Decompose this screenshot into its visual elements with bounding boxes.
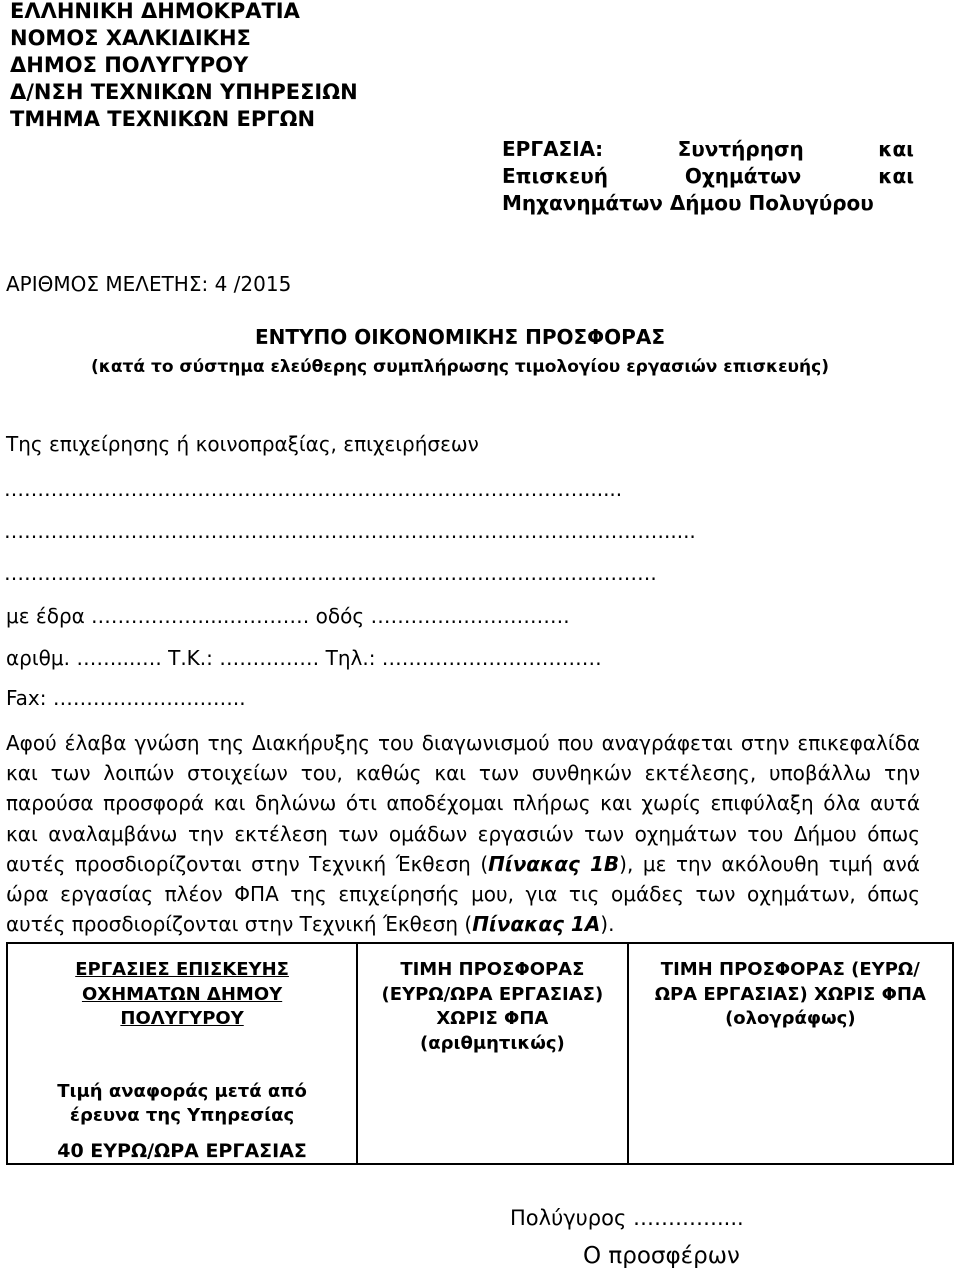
signer-label: Ο προσφέρων <box>583 1243 740 1269</box>
study-number: ΑΡΙΘΜΟΣ ΜΕΛΕΤΗΣ: 4 /2015 <box>6 272 292 296</box>
form-subtitle: (κατά το σύστημα ελεύθερης συμπλήρωσης τιμολογίου εργασιών επισκευής) <box>91 357 829 377</box>
fax-line: Fax: ……………………….. <box>6 686 246 710</box>
table-reference-1b: Πίνακας 1Β <box>488 851 620 876</box>
number-line: αριθμ. ……...…. Τ.Κ.: …………… Τηλ.: …………………………… <box>6 646 602 670</box>
work-word: Οχημάτων <box>684 164 802 188</box>
seat-line: με έδρα .…………….....………… οδός …………..……………. <box>6 604 570 628</box>
header-line-1: ΕΛΛΗΝΙΚΗ ΔΗΜΟΚΡΑΤΙΑ <box>10 0 300 23</box>
work-word: και <box>878 164 914 188</box>
paragraph-text: ), με την ακόλουθη τιμή ανά ώρα εργασίας πλέον ΦΠΑ της επιχείρησής μου, για τις ομάδες των οχημάτων, όπως αυτές προσδιορίζονται στην Τεχνική Έκθεση ( <box>6 851 920 937</box>
declaration-paragraph <box>6 728 920 939</box>
work-word: Συντήρηση <box>677 137 804 161</box>
col2-header: ΤΙΜΗ ΠΡΟΣΦΟΡΑΣ (ΕΥΡΩ/ΩΡΑ ΕΡΓΑΣΙΑΣ) ΧΩΡΙΣ ΦΠΑ (αριθμητικώς) <box>381 959 604 1054</box>
work-category-cell <box>7 943 357 1164</box>
header-line-3: ΔΗΜΟΣ ΠΟΛΥΓΥΡΟΥ <box>10 53 249 77</box>
numeric-price-cell[interactable] <box>357 943 627 1164</box>
col3-header: ΤΙΜΗ ΠΡΟΣΦΟΡΑΣ (ΕΥΡΩ/ΩΡΑ ΕΡΓΑΣΙΑΣ) ΧΩΡΙΣ ΦΠΑ (ολογράφως) <box>654 959 926 1029</box>
paragraph-text: ). <box>600 912 615 937</box>
header-line-4: Δ/ΝΣΗ ΤΕΧΝΙΚΩΝ ΥΠΗΡΕΣΙΩΝ <box>10 80 358 104</box>
place-date-line: Πολύγυρος ………….... <box>510 1206 744 1230</box>
paragraph-text: Αφού έλαβα γνώση της Διακήρυξης του διαγωνισμού που αναγράφεται στην επικεφαλίδα και των λοιπών στοιχείων του, καθώς και των συνθηκών εκτέλεσης, υποβάλλω την παρούσα προσφορά και δηλώνω ότι αποδέχομαι πλήρως και χωρίς επιφύλαξη όλα αυτά και αναλαμβάνω την εκτέλεση των ομάδων εργασιών των οχημάτων του Δήμου όπως αυτές προσδιορίζονται στην Τεχνική Έκθεση ( <box>6 731 920 876</box>
company-dots-line-2: ………………………………………………………………………………………..... <box>4 519 696 543</box>
company-intro: Της επιχείρησης ή κοινοπραξίας, επιχειρήσεων <box>6 432 479 456</box>
table-reference-1a: Πίνακας 1Α <box>472 912 601 937</box>
company-dots-line-3: ……….……………………………………………………………………………. <box>4 561 657 585</box>
written-price-cell[interactable] <box>628 943 953 1164</box>
reference-price-label: Τιμή αναφοράς μετά από έρευνα της Υπηρεσίας <box>57 1080 307 1126</box>
col1-header: ΕΡΓΑΣΙΕΣ ΕΠΙΣΚΕΥΗΣ ΟΧΗΜΑΤΩΝ ΔΗΜΟΥ ΠΟΛΥΓΥΡΟΥ <box>75 959 289 1029</box>
table-row <box>7 943 953 1164</box>
work-word: και <box>878 137 914 161</box>
work-word: Μηχανημάτων Δήμου Πολυγύρου <box>502 191 874 215</box>
work-title <box>502 136 914 217</box>
header-line-2: ΝΟΜΟΣ ΧΑΛΚΙΔΙΚΗΣ <box>10 26 251 50</box>
company-dots-line-1: ……………………………………………………………………………...... <box>4 477 623 501</box>
price-offer-table <box>6 942 954 1165</box>
header-line-5: ΤΜΗΜΑ ΤΕΧΝΙΚΩΝ ΕΡΓΩΝ <box>10 107 316 131</box>
form-title: ΕΝΤΥΠΟ ΟΙΚΟΝΟΜΙΚΗΣ ΠΡΟΣΦΟΡΑΣ <box>255 325 665 349</box>
work-word: Επισκευή <box>502 164 608 188</box>
work-label: ΕΡΓΑΣΙΑ: <box>502 137 604 161</box>
reference-price-value: 40 ΕΥΡΩ/ΩΡΑ ΕΡΓΑΣΙΑΣ <box>57 1139 307 1162</box>
